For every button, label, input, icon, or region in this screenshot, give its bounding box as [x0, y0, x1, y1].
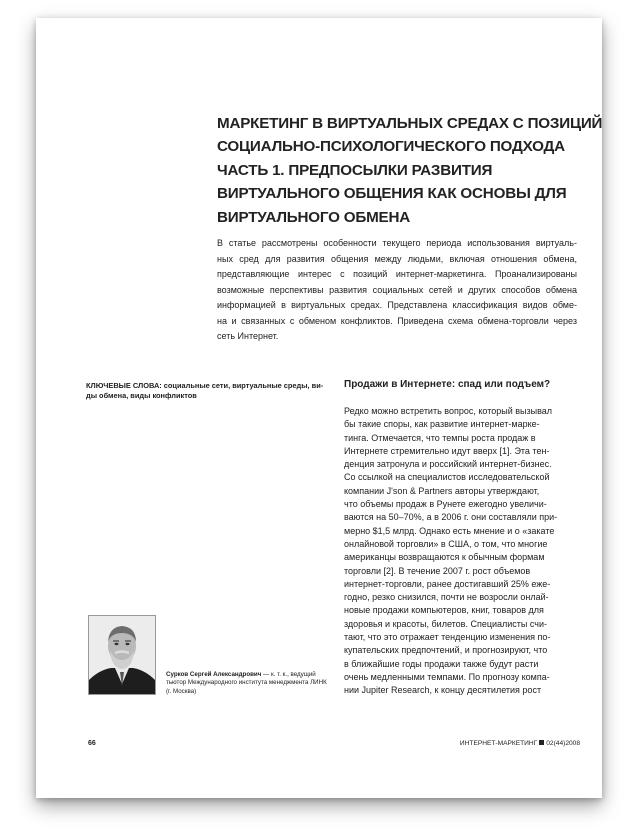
body-line: денция затронула и российский интернет-бизнес. [344, 459, 552, 470]
square-bullet-icon [539, 740, 544, 745]
author-portrait-icon [89, 616, 155, 694]
body-column [344, 405, 582, 698]
keywords-line: КЛЮЧЕВЫЕ СЛОВА: социальные сети, виртуальные среды, ви- [86, 381, 324, 390]
journal-page [36, 18, 602, 798]
body-line: нии Jupiter Research, к концу десятилетия рост [344, 685, 542, 696]
abstract-line: информацией в виртуальных средах. Представлена классификация видов обме- [217, 300, 577, 311]
body-line: Со ссылкой на специалистов исследовательской [344, 472, 550, 483]
keywords-line: ды обмена, виды конфликтов [86, 391, 197, 400]
author-degree: — к. т. к., ведущий [261, 671, 316, 678]
body-line: годно, резко снизился, почти не возросли онлай- [344, 592, 549, 603]
body-line: здоровья и красоты, билетов. Специалисты счи- [344, 618, 548, 629]
body-line: Интернете стремительно идут вверх [1]. Эта тен- [344, 445, 550, 456]
abstract-line: сеть Интернет. [217, 331, 279, 342]
section-heading: Продажи в Интернете: спад или подъем? [344, 379, 551, 390]
body-line: новые продажи компьютеров, книг, товаров для [344, 605, 544, 616]
abstract-line: В статье рассмотрены особенности текущего периода использования виртуаль- [217, 238, 577, 248]
body-line: тают, что это отражает тенденцию изменения по- [344, 632, 551, 643]
author-info [166, 671, 341, 696]
title-line: МАРКЕТИНГ В ВИРТУАЛЬНЫХ СРЕДАХ С ПОЗИЦИЙ [217, 115, 602, 132]
journal-issue: 02(44)2008 [546, 740, 580, 747]
body-line: ваются на 50–70%, а в 2006 г. они составляли при- [344, 512, 558, 523]
body-line: в ближайшие годы продажи также будут расти [344, 658, 539, 669]
body-line: Редко можно встретить вопрос, который вызывал [344, 406, 553, 416]
page-number: 66 [88, 740, 96, 747]
body-line: компании J'son & Partners авторы утверждают, [344, 485, 540, 496]
journal-name: ИНТЕРНЕТ-МАРКЕТИНГ [459, 740, 538, 747]
author-affiliation: тьютор Международного института менеджмента ЛИНК [166, 679, 327, 687]
body-line: купательских предпочтений, и прогнозируют, что [344, 645, 548, 656]
journal-footer [460, 740, 580, 747]
article-abstract [217, 236, 577, 345]
article-title [217, 112, 602, 229]
abstract-line: возможные перспективы развития социальных сетей и других способов обмена [217, 284, 577, 295]
author-photo [88, 615, 156, 695]
body-line: мерно $1,5 млрд. Однако есть мнение и о «закате [344, 525, 555, 536]
body-line: что объемы продаж в Рунете ежегодно увеличи- [344, 499, 547, 510]
title-line: ЧАСТЬ 1. ПРЕДПОСЫЛКИ РАЗВИТИЯ [217, 161, 493, 179]
body-line: очень медленными темпами. По прогнозу компа- [344, 671, 550, 682]
title-line: СОЦИАЛЬНО-ПСИХОЛОГИЧЕСКОГО ПОДХОДА [217, 138, 565, 156]
author-city: (г. Москва) [166, 687, 197, 695]
body-line: торговли [2]. В течение 2007 г. рост объемов [344, 565, 531, 576]
body-line: бы такие споры, как развитие интернет-марке- [344, 419, 540, 430]
abstract-line: ных сред для развития общения между людьми, включая отношения обмена, [217, 253, 577, 264]
body-line: интернет-торговли, ранее достигавший 25% еже- [344, 578, 551, 589]
body-line: онлайновой торговли» в США, о том, что многие [344, 538, 548, 549]
body-line: американцы возвращаются к обычным формам [344, 552, 545, 563]
keywords [86, 381, 326, 401]
author-name: Сурков Сергей Александрович [166, 671, 262, 678]
abstract-line: на и связанных с обменом конфликтов. Приведена схема обмена-торговли через [217, 315, 577, 326]
title-line: ВИРТУАЛЬНОГО ОБМЕНА [217, 208, 410, 226]
abstract-line: представляющие интерес с позиций интернет-маркетинга. Проанализированы [217, 269, 577, 280]
body-line: тинга. Отмечается, что темпы роста продаж в [344, 432, 536, 443]
author-line [166, 671, 341, 679]
title-line: ВИРТУАЛЬНОГО ОБЩЕНИЯ КАК ОСНОВЫ ДЛЯ [217, 185, 567, 203]
